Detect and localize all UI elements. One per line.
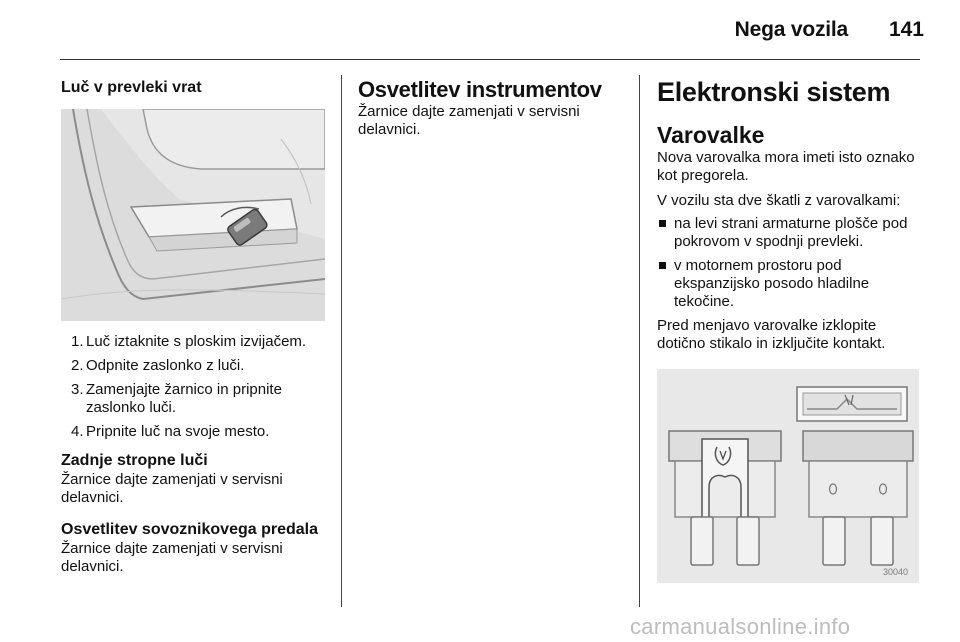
- rear-ceiling-light-heading: Zadnje stropne luči: [61, 452, 208, 469]
- fuse-replacement-warning: Pred menjavo varovalke izklopite dotično stikalo in izključite kontakt.: [657, 317, 886, 352]
- list-item: na levi strani armaturne plošče pod pokrovom v spodnji prevleki.: [657, 215, 927, 251]
- instrument-lighting-heading: Osvetlitev instrumentov: [358, 77, 602, 102]
- figure-code: 30040: [883, 567, 909, 577]
- door-light-illustration: [61, 109, 325, 321]
- list-item: 1. Luč iztaknite s ploskim izvijačem.: [71, 333, 307, 350]
- square-bullet-icon: [659, 220, 666, 227]
- list-item: 3. Zamenjajte žarnico in pripnite zaslonko luči.: [71, 381, 282, 416]
- page-number: 141: [888, 18, 924, 41]
- watermark: carmanualsonline.info: [630, 614, 851, 639]
- column-left: [61, 70, 326, 576]
- door-light-heading: Luč v prevleki vrat: [61, 79, 202, 96]
- fuse-boxes-intro: V vozilu sta dve škatli z varovalkami:: [657, 192, 901, 209]
- fuses-subheading: Varovalke: [657, 122, 765, 148]
- list-item: 4. Pripnite luč na svoje mesto.: [71, 423, 270, 440]
- fuse-illustration: [657, 369, 919, 583]
- door-light-steps: [61, 333, 326, 441]
- list-item: v motornem prostoru pod ekspanzijsko posodo hladilne tekočine.: [657, 257, 927, 311]
- column-right: [657, 70, 927, 583]
- list-item: 2. Odpnite zaslonko z luči.: [71, 357, 245, 374]
- glovebox-light-text: Žarnice dajte zamenjati v servisni delavnici.: [61, 540, 283, 575]
- instrument-lighting-text: Žarnice dajte zamenjati v servisni delavnici.: [358, 103, 580, 138]
- column-divider-1: [341, 75, 342, 607]
- running-header-title: Nega vozila: [734, 18, 848, 41]
- rear-ceiling-light-text: Žarnice dajte zamenjati v servisni delavnici.: [61, 471, 283, 506]
- square-bullet-icon: [659, 262, 666, 269]
- column-middle: [358, 70, 623, 139]
- glovebox-light-heading: Osvetlitev sovoznikovega predala: [61, 521, 318, 538]
- electrical-system-heading: Elektronski sistem: [657, 77, 891, 107]
- column-divider-2: [639, 75, 640, 607]
- header-rule: [60, 59, 920, 60]
- fuse-box-locations: [657, 215, 927, 311]
- fuse-rating-text: Nova varovalka mora imeti isto oznako kot pregorela.: [657, 149, 915, 184]
